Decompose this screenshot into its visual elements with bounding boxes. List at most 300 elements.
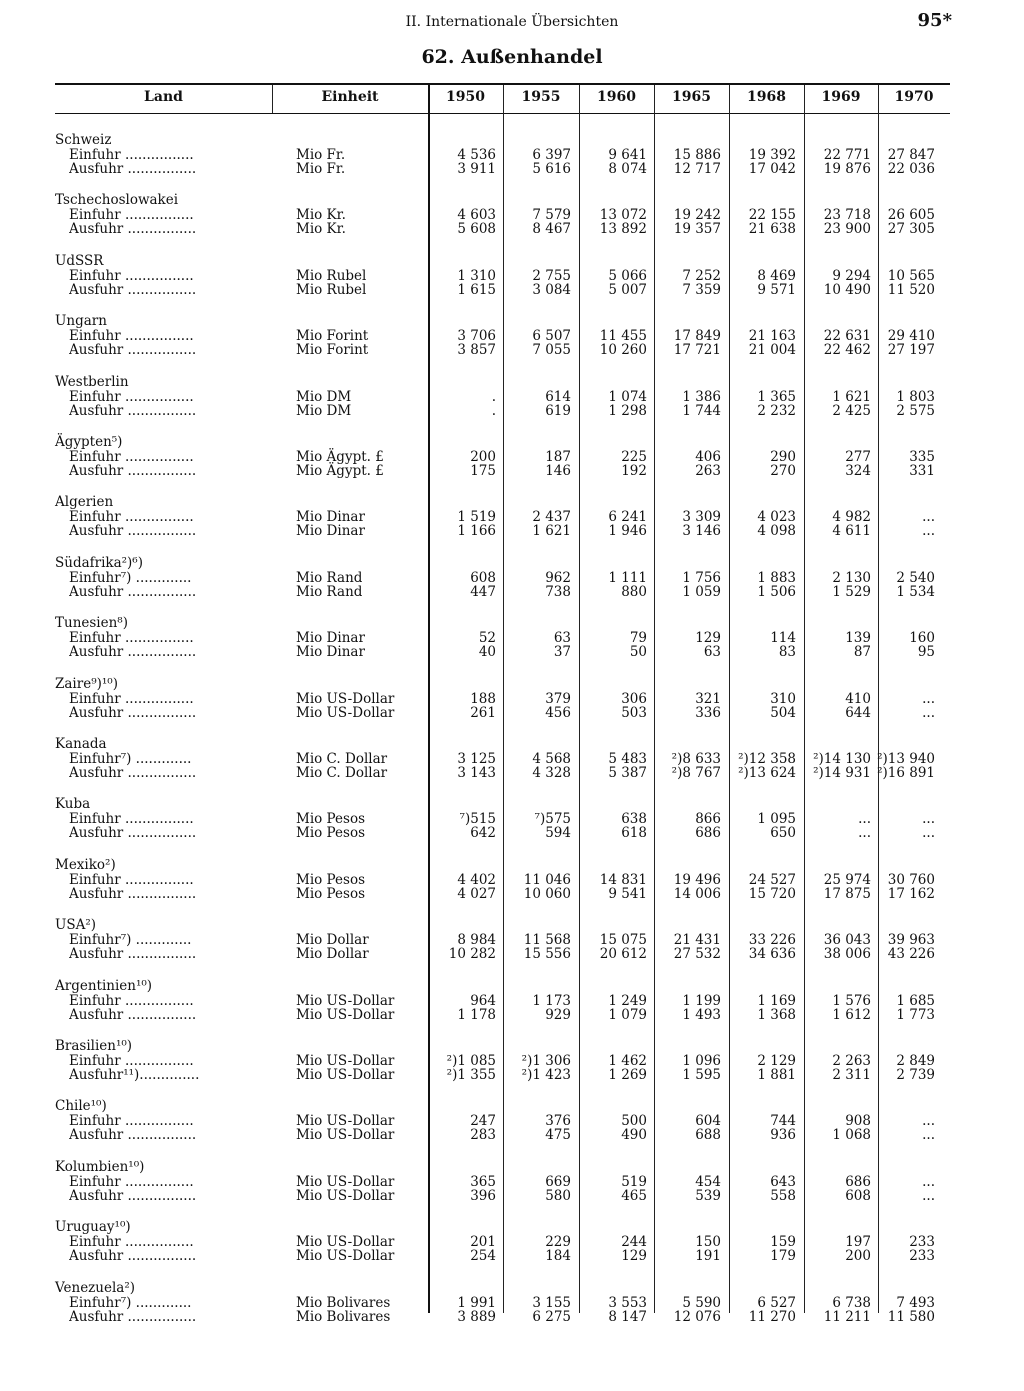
export-row — [55, 645, 950, 660]
export-value: 503 — [621, 704, 647, 721]
export-value: 11 520 — [887, 281, 935, 298]
export-value: 324 — [845, 463, 871, 479]
export-value: 23 900 — [823, 221, 871, 238]
import-row — [55, 933, 950, 948]
import-value: 200 — [470, 449, 496, 465]
import-value: 7 252 — [682, 267, 721, 284]
country-block — [55, 435, 950, 485]
import-value: 187 — [545, 449, 571, 465]
import-value: 24 527 — [748, 871, 796, 888]
export-value: 10 490 — [823, 281, 871, 298]
export-value: 1 534 — [896, 583, 935, 600]
export-row — [55, 766, 950, 781]
import-value: ²)8 633 — [671, 751, 721, 767]
country-block — [55, 1039, 950, 1089]
import-value: 335 — [909, 449, 935, 465]
export-value: 5 608 — [457, 221, 496, 238]
country-block — [55, 1220, 950, 1270]
import-value: ²)1 085 — [446, 1053, 496, 1069]
export-value: 5 616 — [532, 161, 571, 177]
unit-label: Mio Pesos — [296, 825, 366, 842]
import-value: 962 — [545, 569, 571, 586]
import-value: 500 — [621, 1113, 647, 1130]
import-value: 638 — [621, 811, 647, 828]
import-value: 908 — [845, 1113, 871, 1130]
unit-label: Mio Dinar — [296, 523, 365, 540]
import-value: 1 095 — [757, 811, 796, 828]
export-value: 3 084 — [532, 281, 571, 298]
import-label: Einfuhr ................ — [69, 148, 194, 163]
unit-label: Mio Rubel — [296, 281, 367, 298]
export-value: 331 — [909, 463, 935, 479]
export-value: 263 — [695, 463, 721, 479]
country-name: Ungarn — [55, 313, 107, 330]
export-label: Ausfuhr ................ — [69, 464, 197, 479]
import-value: 1 519 — [457, 509, 496, 526]
section-header: II. Internationale Übersichten — [405, 14, 619, 30]
import-value: 669 — [545, 1173, 571, 1190]
export-value: 686 — [695, 825, 721, 842]
import-value: ²)13 940 — [877, 751, 935, 767]
country-name: Kuba — [55, 796, 91, 813]
import-value: 6 397 — [532, 147, 571, 163]
country-block — [55, 1281, 950, 1331]
import-value: 233 — [909, 1234, 935, 1251]
export-value: 5 007 — [608, 281, 647, 298]
export-value: . — [491, 402, 496, 419]
export-value: ... — [922, 523, 935, 540]
import-value: 1 365 — [757, 388, 796, 405]
import-row — [55, 269, 950, 284]
import-value: 17 849 — [673, 328, 721, 345]
import-value: 52 — [478, 630, 496, 647]
import-row — [55, 692, 950, 707]
import-value: ... — [922, 1113, 935, 1130]
export-value: 2 232 — [757, 402, 796, 419]
import-value: 22 771 — [823, 147, 871, 163]
import-value: 5 590 — [682, 1294, 721, 1311]
country-name: Tunesien⁸) — [55, 615, 128, 632]
unit-label: Mio Bolivares — [296, 1308, 391, 1325]
import-value: 376 — [545, 1113, 571, 1130]
country-block — [55, 858, 950, 908]
import-value: 2 130 — [832, 569, 871, 586]
export-value: 7 359 — [682, 281, 721, 298]
import-value: 1 621 — [832, 388, 871, 405]
export-value: ... — [922, 1127, 935, 1144]
import-row — [55, 1296, 950, 1311]
import-label: Einfuhr ................ — [69, 812, 194, 827]
import-value: ... — [922, 1173, 935, 1190]
export-value: 4 328 — [532, 765, 571, 781]
export-row — [55, 947, 950, 962]
import-value: 3 706 — [457, 328, 496, 345]
import-label: Einfuhr ................ — [69, 389, 194, 405]
export-value: ... — [922, 1187, 935, 1204]
import-value: 39 963 — [887, 932, 935, 949]
import-value: 6 507 — [532, 328, 571, 345]
export-value: 644 — [845, 704, 871, 721]
unit-label: Mio DM — [296, 402, 352, 419]
unit-label: Mio US-Dollar — [296, 1006, 395, 1023]
import-value: ... — [858, 811, 871, 828]
country-name: Brasilien¹⁰) — [55, 1038, 133, 1054]
export-value: 504 — [770, 704, 796, 721]
unit-label: Mio Rand — [296, 583, 363, 600]
import-value: 4 402 — [457, 871, 496, 888]
import-value: . — [491, 388, 496, 405]
export-value: 4 098 — [757, 523, 796, 540]
export-value: 17 721 — [673, 342, 721, 359]
export-value: 1 773 — [896, 1006, 935, 1023]
export-label: Ausfuhr ................ — [69, 1249, 197, 1264]
import-value: 1 173 — [532, 992, 571, 1009]
export-value: 10 282 — [448, 946, 496, 963]
export-value: 1 298 — [608, 402, 647, 419]
country-name: Kolumbien¹⁰) — [55, 1158, 145, 1175]
column-header-year: 1960 — [597, 89, 636, 105]
import-value: 8 984 — [457, 932, 496, 949]
export-row — [55, 1249, 950, 1264]
export-value: 270 — [770, 463, 796, 479]
export-label: Ausfuhr ................ — [69, 222, 197, 237]
import-value: 15 886 — [673, 147, 721, 163]
export-label: Ausfuhr ................ — [69, 1007, 197, 1023]
unit-label: Mio US-Dollar — [296, 1127, 395, 1144]
export-value: 2 425 — [832, 402, 871, 419]
export-row — [55, 524, 950, 539]
export-value: 3 143 — [457, 765, 496, 781]
import-value: 160 — [909, 630, 935, 647]
import-value: 1 685 — [896, 992, 935, 1009]
unit-label: Mio C. Dollar — [296, 765, 388, 781]
import-value: 306 — [621, 690, 647, 707]
country-name: Argentinien¹⁰) — [55, 977, 153, 994]
import-value: 3 155 — [532, 1294, 571, 1311]
import-label: Einfuhr⁷) ............. — [69, 1295, 192, 1311]
country-block — [55, 677, 950, 727]
export-value: 2 575 — [896, 402, 935, 419]
unit-label: Mio US-Dollar — [296, 1173, 395, 1190]
import-value: 79 — [629, 630, 647, 647]
import-value: 33 226 — [748, 932, 796, 949]
import-value: 22 155 — [748, 207, 796, 224]
export-value: ... — [922, 704, 935, 721]
import-value: 686 — [845, 1173, 871, 1190]
export-value: 1 059 — [682, 583, 721, 600]
country-block — [55, 616, 950, 666]
import-row — [55, 812, 950, 827]
import-value: 1 462 — [608, 1053, 647, 1069]
export-value: 38 006 — [823, 946, 871, 963]
column-header-year: 1970 — [894, 89, 934, 105]
unit-label: Mio US-Dollar — [296, 690, 395, 707]
import-value: 188 — [470, 690, 496, 707]
import-value: 229 — [545, 1234, 571, 1251]
unit-label: Mio Forint — [296, 342, 369, 359]
export-value: 1 744 — [682, 402, 721, 419]
country-name: Chile¹⁰) — [55, 1098, 107, 1115]
export-label: Ausfuhr ................ — [69, 1128, 197, 1143]
export-label: Ausfuhr ................ — [69, 162, 197, 177]
export-value: 3 889 — [457, 1308, 496, 1325]
unit-label: Mio Forint — [296, 328, 369, 345]
export-value: 10 060 — [523, 885, 571, 902]
export-value: 27 532 — [673, 946, 721, 963]
export-label: Ausfuhr ................ — [69, 705, 197, 721]
import-value: 19 242 — [673, 207, 721, 224]
import-value: 1 249 — [608, 992, 647, 1009]
import-value: 277 — [845, 449, 871, 465]
export-row — [55, 585, 950, 600]
import-row — [55, 510, 950, 525]
country-block — [55, 193, 950, 243]
export-value: 19 876 — [823, 161, 871, 177]
export-value: 146 — [545, 463, 571, 479]
export-value: 254 — [470, 1248, 496, 1265]
export-value: 192 — [621, 463, 647, 479]
export-value: ²)13 624 — [738, 765, 796, 781]
country-name: Tschechoslowakei — [55, 192, 179, 209]
export-value: 17 875 — [823, 885, 871, 902]
export-value: 9 541 — [608, 885, 647, 902]
unit-label: Mio US-Dollar — [296, 992, 395, 1009]
export-row — [55, 887, 950, 902]
export-value: 490 — [621, 1127, 647, 1144]
export-value: 396 — [470, 1187, 496, 1204]
import-value: 21 431 — [673, 932, 721, 949]
country-name: Zaire⁹)¹⁰) — [55, 675, 118, 692]
import-value: ... — [922, 811, 935, 828]
import-value: 19 392 — [748, 147, 796, 163]
import-value: 30 760 — [887, 871, 935, 888]
country-name: Ägypten⁵) — [55, 434, 123, 450]
import-row — [55, 1235, 950, 1250]
import-value: 744 — [770, 1113, 796, 1130]
import-value: 11 568 — [523, 932, 571, 949]
export-value: 1 269 — [608, 1067, 647, 1083]
import-value: 4 536 — [457, 147, 496, 163]
unit-label: Mio Dollar — [296, 932, 369, 949]
export-value: 619 — [545, 402, 571, 419]
import-value: 4 568 — [532, 751, 571, 767]
unit-label: Mio US-Dollar — [296, 1113, 395, 1130]
import-label: Einfuhr ................ — [69, 1174, 194, 1190]
export-value: 11 580 — [887, 1308, 935, 1325]
import-value: 225 — [621, 449, 647, 465]
export-value: 12 717 — [673, 161, 721, 177]
unit-label: Mio Dinar — [296, 509, 365, 526]
export-value: 465 — [621, 1187, 647, 1204]
import-label: Einfuhr ................ — [69, 1054, 194, 1069]
export-value: 1 595 — [682, 1067, 721, 1083]
import-value: 2 849 — [896, 1053, 935, 1069]
unit-label: Mio C. Dollar — [296, 751, 388, 767]
unit-label: Mio Rand — [296, 569, 363, 586]
import-value: 247 — [470, 1113, 496, 1130]
country-block — [55, 1160, 950, 1210]
import-value: 63 — [553, 630, 571, 647]
export-label: Ausfuhr ................ — [69, 947, 197, 962]
export-row — [55, 706, 950, 721]
unit-label: Mio Pesos — [296, 811, 366, 828]
import-value: 310 — [770, 690, 796, 707]
export-value: 129 — [621, 1248, 647, 1265]
country-name: Venezuela²) — [55, 1279, 136, 1296]
export-value: 1 178 — [457, 1006, 496, 1023]
export-row — [55, 1189, 950, 1204]
export-value: 4 027 — [457, 885, 496, 902]
import-label: Einfuhr⁷) ............. — [69, 933, 192, 948]
export-label: Ausfuhr ................ — [69, 282, 197, 298]
import-label: Einfuhr⁷) ............. — [69, 752, 192, 767]
country-name: Mexiko²) — [55, 856, 116, 873]
export-value: ²)14 931 — [813, 765, 871, 781]
export-label: Ausfuhr ................ — [69, 645, 197, 660]
table-title: 62. Außenhandel — [421, 46, 603, 68]
column-header-land: Land — [144, 89, 183, 105]
import-value: ... — [922, 509, 935, 526]
export-row — [55, 222, 950, 237]
import-value: ⁷)575 — [534, 811, 571, 828]
import-value: 244 — [621, 1234, 647, 1251]
export-value: 688 — [695, 1127, 721, 1144]
export-value: ... — [858, 825, 871, 842]
export-value: 9 571 — [757, 281, 796, 298]
import-value: 6 241 — [608, 509, 647, 526]
import-value: 6 527 — [757, 1294, 796, 1311]
export-value: 3 857 — [457, 342, 496, 359]
export-row — [55, 1128, 950, 1143]
export-value: 83 — [778, 644, 796, 661]
import-row — [55, 208, 950, 223]
import-value: 406 — [695, 449, 721, 465]
country-block — [55, 797, 950, 847]
export-row — [55, 162, 950, 177]
import-value: 139 — [845, 630, 871, 647]
import-row — [55, 1054, 950, 1069]
export-value: 558 — [770, 1187, 796, 1204]
country-block — [55, 375, 950, 425]
import-value: 22 631 — [823, 328, 871, 345]
import-value: ²)1 306 — [521, 1053, 571, 1069]
unit-label: Mio DM — [296, 388, 352, 405]
country-block — [55, 737, 950, 787]
import-value: 159 — [770, 1234, 796, 1251]
export-value: 642 — [470, 825, 496, 842]
import-row — [55, 390, 950, 405]
export-value: 22 462 — [823, 342, 871, 359]
unit-label: Mio US-Dollar — [296, 1053, 395, 1069]
export-value: ²)1 423 — [521, 1067, 571, 1083]
export-label: Ausfuhr¹¹).............. — [69, 1068, 200, 1083]
export-value: 1 612 — [832, 1006, 871, 1023]
export-value: 1 079 — [608, 1006, 647, 1023]
export-value: 191 — [695, 1248, 721, 1265]
export-value: 95 — [917, 644, 935, 661]
export-value: 27 305 — [887, 221, 935, 238]
column-header-year: 1968 — [747, 89, 786, 105]
import-value: 608 — [470, 569, 496, 586]
export-value: 17 042 — [748, 161, 796, 177]
import-value: 1 386 — [682, 388, 721, 405]
import-value: 8 469 — [757, 267, 796, 284]
export-label: Ausfuhr ................ — [69, 1309, 197, 1325]
import-value: ⁷)515 — [459, 811, 496, 828]
unit-label: Mio Dinar — [296, 644, 365, 661]
import-value: 29 410 — [887, 328, 935, 345]
import-label: Einfuhr ................ — [69, 329, 194, 344]
export-value: 1 881 — [757, 1067, 796, 1083]
import-value: 454 — [695, 1173, 721, 1190]
unit-label: Mio Dollar — [296, 946, 369, 963]
export-value: 1 166 — [457, 523, 496, 540]
import-label: Einfuhr⁷) ............. — [69, 570, 192, 586]
country-block — [55, 918, 950, 968]
import-row — [55, 994, 950, 1009]
export-value: 608 — [845, 1187, 871, 1204]
import-value: 11 455 — [599, 328, 647, 345]
export-value: 20 612 — [599, 946, 647, 963]
export-value: 17 162 — [887, 885, 935, 902]
export-value: 456 — [545, 704, 571, 721]
export-value: 475 — [545, 1127, 571, 1144]
export-value: ²)1 355 — [446, 1067, 496, 1083]
import-value: 290 — [770, 449, 796, 465]
export-value: 233 — [909, 1248, 935, 1265]
export-value: 580 — [545, 1187, 571, 1204]
export-value: 21 638 — [748, 221, 796, 238]
export-value: 5 387 — [608, 765, 647, 781]
country-name: Uruguay¹⁰) — [55, 1219, 131, 1236]
import-value: 13 072 — [599, 207, 647, 224]
import-value: 36 043 — [823, 932, 871, 949]
import-value: 7 579 — [532, 207, 571, 224]
export-label: Ausfuhr ................ — [69, 584, 197, 600]
import-value: 1 991 — [457, 1294, 496, 1311]
import-value: 2 129 — [757, 1053, 796, 1069]
export-value: 10 260 — [599, 342, 647, 359]
import-label: Einfuhr ................ — [69, 1235, 194, 1250]
import-value: 1 310 — [457, 267, 496, 284]
country-block — [55, 254, 950, 304]
import-label: Einfuhr ................ — [69, 510, 194, 525]
export-value: 14 006 — [673, 885, 721, 902]
import-value: 23 718 — [823, 207, 871, 224]
import-value: 3 309 — [682, 509, 721, 526]
export-value: 37 — [553, 644, 571, 661]
import-row — [55, 873, 950, 888]
unit-label: Mio US-Dollar — [296, 1234, 395, 1251]
import-value: 379 — [545, 690, 571, 707]
import-value: ²)14 130 — [813, 751, 871, 767]
export-value: 27 197 — [887, 342, 935, 359]
country-name: Südafrika²)⁶) — [55, 554, 143, 571]
country-block — [55, 556, 950, 606]
export-value: 1 506 — [757, 583, 796, 600]
import-value: ²)12 358 — [738, 751, 796, 767]
import-value: 27 847 — [887, 147, 935, 163]
country-name: Algerien — [55, 494, 114, 511]
import-value: 129 — [695, 630, 721, 647]
import-row — [55, 1114, 950, 1129]
import-value: 519 — [621, 1173, 647, 1190]
export-row — [55, 826, 950, 841]
export-value: 447 — [470, 583, 496, 600]
import-value: 1 883 — [757, 569, 796, 586]
import-value: 604 — [695, 1113, 721, 1130]
export-value: 50 — [629, 644, 647, 661]
